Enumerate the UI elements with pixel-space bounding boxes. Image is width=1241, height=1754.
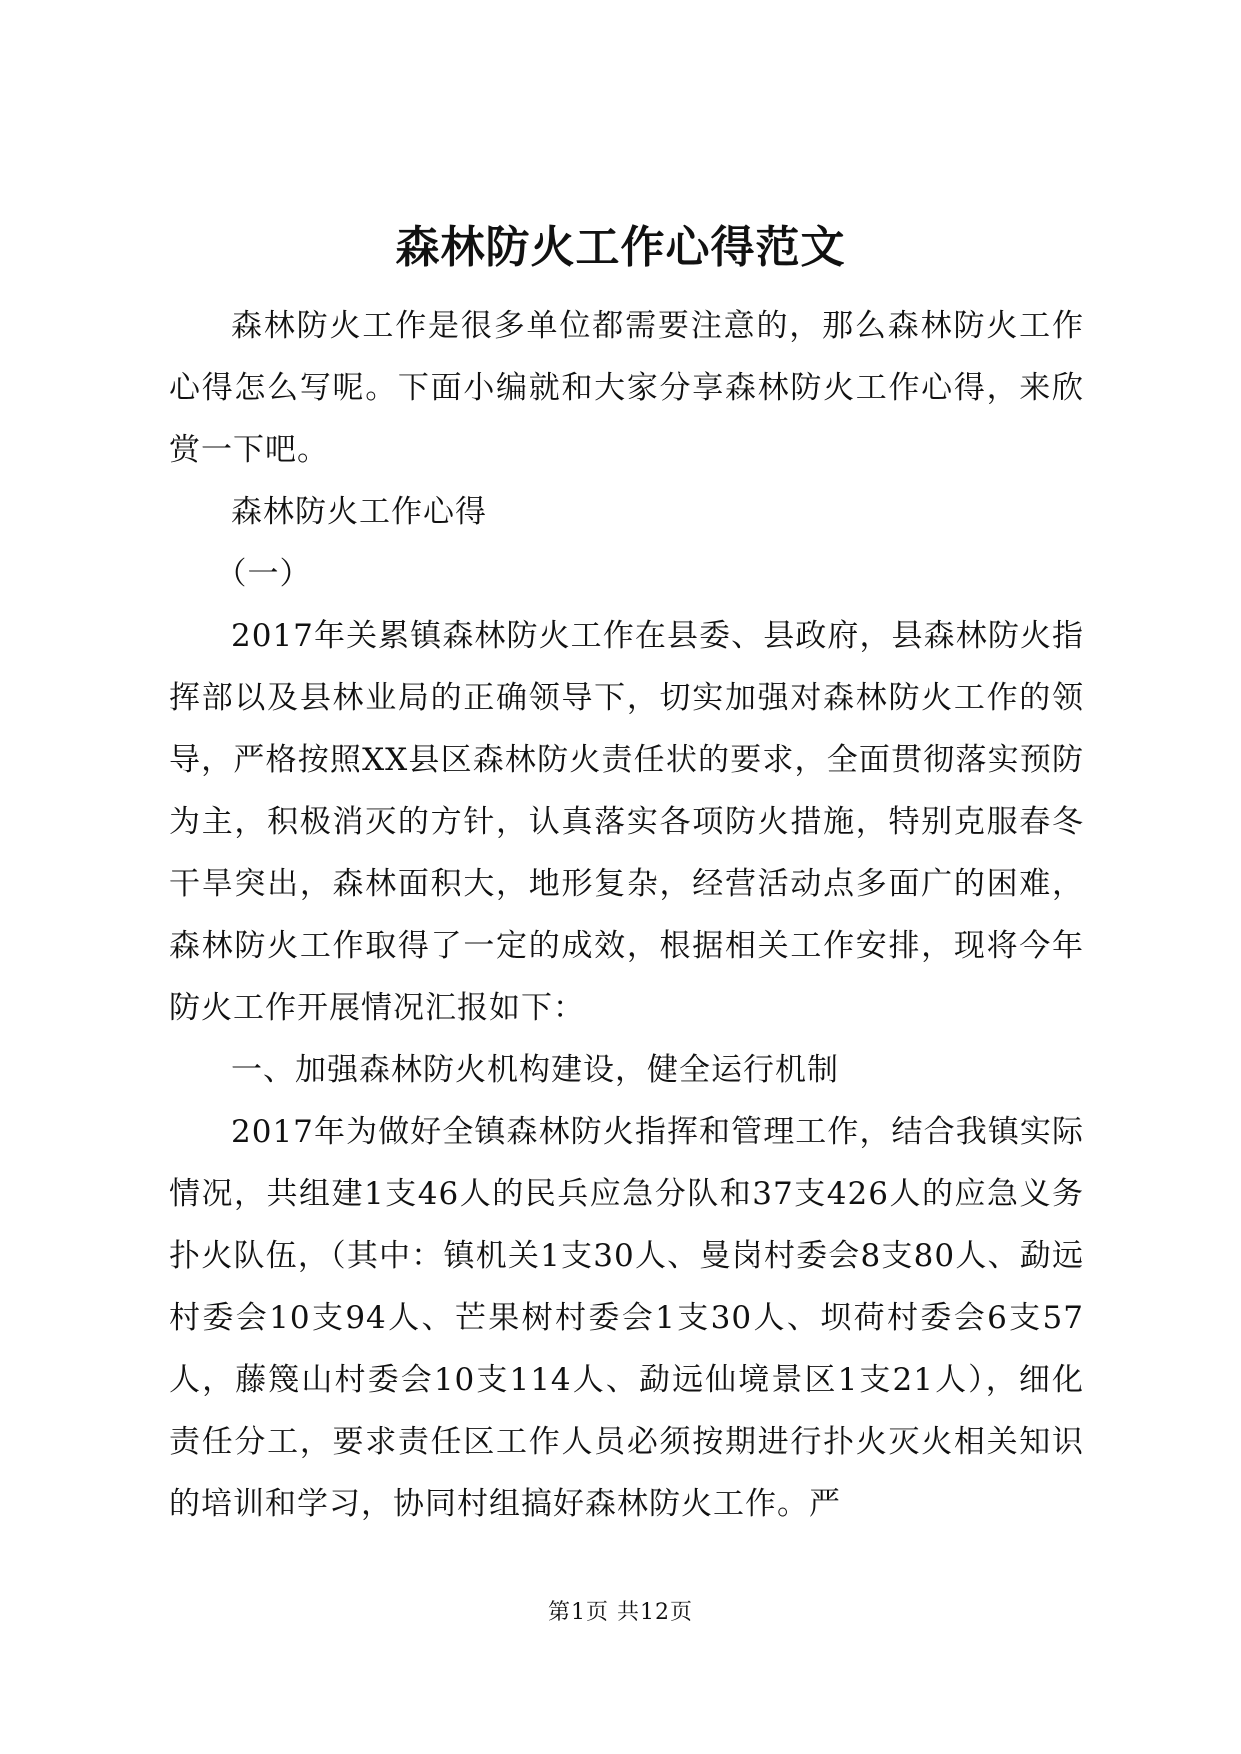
document-title: 森林防火工作心得范文 — [395, 222, 846, 273]
paragraph-summary: 2017年关累镇森林防火工作在县委、县政府，县森林防火指挥部以及县林业局的正确领导下，切实加强对森林防火工作的领导，严格按照XX县区森林防火责任状的要求，全面贯彻落实预防为主，积极消灭的方针，认真落实各项防火措施，特别克服春冬干旱突出，森林面积大，地形复杂，经营活动点多面广的困难，森林防火工作取得了一定的成效，根据相关工作安排，现将今年防火工作开展情况汇报如下： — [169, 618, 1084, 1026]
document-body — [169, 295, 1084, 1535]
section-heading: 森林防火工作心得 — [231, 494, 487, 530]
paragraph-detail: 2017年为做好全镇森林防火指挥和管理工作，结合我镇实际情况，共组建1支46人的民兵应急分队和37支426人的应急义务扑火队伍，（其中：镇机关1支30人、曼岗村委会8支80人、勐远村委会10支94人、芒果树村委会1支30人、坝荷村委会6支57人，藤篾山村委会10支114人、勐远仙境景区1支21人），细化责任分工，要求责任区工作人员必须按期进行扑火灭火相关知识的培训和学习，协同村组搞好森林防火工作。严 — [169, 1114, 1084, 1522]
section-number: （一） — [215, 556, 312, 592]
page-footer: 第1页 共12页 — [548, 1600, 693, 1625]
paragraph-intro: 森林防火工作是很多单位都需要注意的，那么森林防火工作心得怎么写呢。下面小编就和大家分享森林防火工作心得，来欣赏一下吧。 — [169, 308, 1084, 468]
subheading-1: 一、加强森林防火机构建设，健全运行机制 — [231, 1052, 839, 1088]
